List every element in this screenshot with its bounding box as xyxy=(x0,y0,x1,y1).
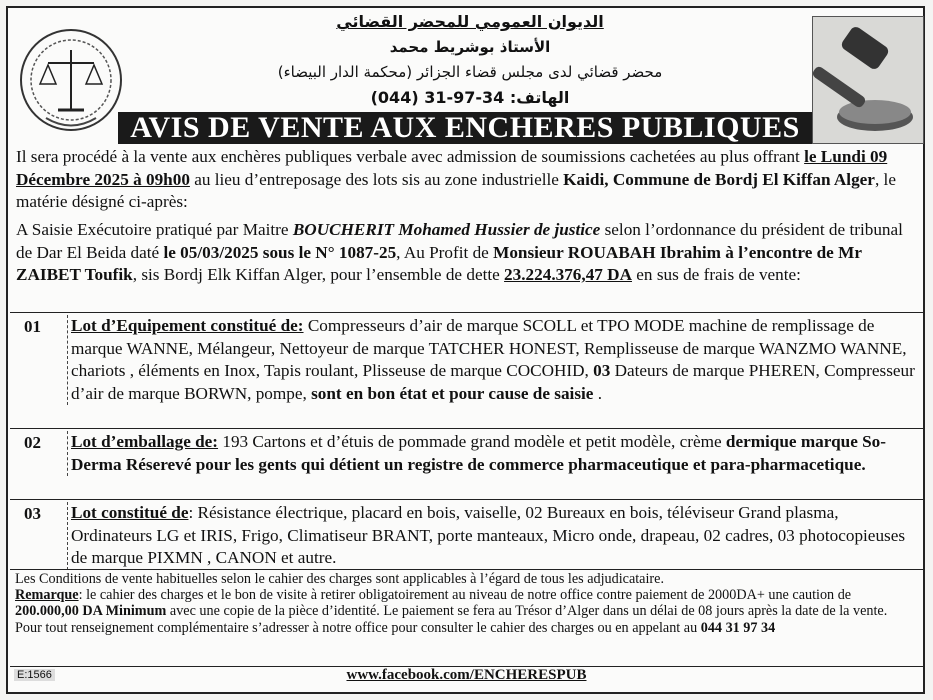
notice-title: AVIS DE VENTE AUX ENCHERES PUBLIQUES xyxy=(118,112,812,144)
lot-title: Lot constitué de xyxy=(71,503,189,522)
debt-amount: 23.224.376,47 DA xyxy=(504,265,632,284)
lot-title: Lot d’emballage de: xyxy=(71,432,219,451)
intro-paragraph xyxy=(16,146,918,214)
conditions-intro: Les Conditions de vente habituelles selon le cahier des charges sont applicables à l’égard de tous les adjudicataire. xyxy=(15,571,664,587)
phone-line-ar xyxy=(190,88,750,107)
scales-of-justice-seal xyxy=(16,18,126,138)
gavel-icon xyxy=(813,17,923,143)
remark-text: : le cahier des charges et le bon de visite à retirer obligatoirement au niveau de notre office contre paiement de 2000DA+ une caution de xyxy=(78,587,852,604)
lot-row-03 xyxy=(10,499,923,569)
court-ar: محضر قضائي لدى مجلس قضاء الجزائر (محكمة الدار البيضاء) xyxy=(277,63,663,81)
lot-number: 03 xyxy=(24,504,41,523)
seizure-text-3: , Au Profit de xyxy=(396,242,494,262)
remark-label: Remarque xyxy=(15,587,79,604)
ordinance-ref: le 05/03/2025 sous le N° 1087-25 xyxy=(163,242,397,262)
seizure-text-4: , sis Bordj Elk Kiffan Alger, pour l’ensemble de dette xyxy=(132,265,505,284)
office-title-ar: الديوان العمومي للمحضر القضائي xyxy=(336,12,604,31)
seizure-text-2: selon l’ordonnance du président de tribunal de Dar El Beida daté xyxy=(16,220,903,262)
bailiff-name-ar: الأستاذ بوشريط محمد xyxy=(389,38,551,56)
judge-gavel-photo xyxy=(812,16,924,144)
lot-description xyxy=(67,431,921,476)
phone-label: الهاتف: xyxy=(509,88,570,107)
lot-count: 03 xyxy=(593,361,611,380)
lot-end: . xyxy=(593,383,603,403)
lot-number: 02 xyxy=(24,433,41,452)
remark-text-2: avec une copie de la pièce d’identité. Le paiement se fera au Trésor d’Alger dans un délai de 08 jours après la date de la vente. Pour tout renseignement complémentaire s’adresser à notre office pour consulter le cahier des charges ou en appelant au xyxy=(15,603,888,636)
footer xyxy=(10,666,923,684)
parties: Monsieur ROUABAH Ibrahim à l’encontre de Mr ZAIBET Toufik xyxy=(16,242,862,284)
lot-number: 01 xyxy=(24,317,41,336)
lot-restriction: dermique marque So-Derma Réserevé pour les gents qui détient un registre de commerce pharmaceutique et para-pharmacetique. xyxy=(71,432,886,474)
lot-text: 193 Cartons et d’étuis de pommade grand modèle et petit modèle, crème xyxy=(218,432,726,451)
bailiff-agent: BOUCHERIT Mohamed Hussier de justice xyxy=(292,220,601,239)
facebook-link[interactable]: www.facebook.com/ENCHERESPUB xyxy=(346,667,587,683)
lot-text-2: Dateurs de marque PHEREN, Compresseur d’air de marque BORWN, pompe, xyxy=(71,361,915,403)
conditions-block xyxy=(10,569,923,669)
reference-code: E:1566 xyxy=(14,669,55,681)
lot-row-01 xyxy=(10,312,923,428)
seizure-paragraph xyxy=(16,219,918,287)
lot-description xyxy=(67,502,921,570)
lot-text: Compresseurs d’air de marque SCOLL et TPO MODE machine de remplissage de marque WANNE, Mélangeur, Nettoyeur de marque TATCHER HONEST, Remplisseuse de marque WANZMO WANNE, chariots , éléments en Inox, Tapis roulant, Plisseuse de marque COCOHID, xyxy=(71,316,907,380)
lot-row-02 xyxy=(10,428,923,499)
lot-condition: sont en bon état et pour cause de saisie xyxy=(311,383,594,403)
seizure-text: A Saisie Exécutoire pratiqué par Maitre xyxy=(16,220,293,239)
lot-description xyxy=(67,315,921,405)
intro-text-2: au lieu d’entreposage des lots sis au zone industrielle xyxy=(189,169,564,189)
lot-text: : Résistance électrique, placard en bois, vaiselle, 02 Bureaux en bois, téléviseur Grand plasma, Ordinateurs LG et IRIS, Frigo, Climatiseur BRANT, porte manteaux, Micro onde, drapeau, 02 cadres, 03 photocopieuses de marque PIXMN , CANON et autre. xyxy=(71,503,906,567)
deposit-amount: 200.000,00 DA Minimum xyxy=(15,603,167,620)
sale-location: Kaidi, Commune de Bordj El Kiffan Alger xyxy=(563,169,875,189)
lot-title: Lot d’Equipement constitué de: xyxy=(71,316,304,335)
intro-text: Il sera procédé à la vente aux enchères publiques verbale avec admission de soumissions cachetées au plus offrant xyxy=(16,147,805,166)
conditions-text xyxy=(15,571,915,636)
phone-number: (044) 31-97-34 xyxy=(370,88,505,107)
seizure-text-5: en sus de frais de vente: xyxy=(632,265,801,284)
contact-phone: 044 31 97 34 xyxy=(700,619,776,636)
sale-date: le Lundi 09 Décembre 2025 à 09h00 xyxy=(16,147,888,189)
intro-text-3: , le matérie désigné ci-après: xyxy=(16,169,896,211)
